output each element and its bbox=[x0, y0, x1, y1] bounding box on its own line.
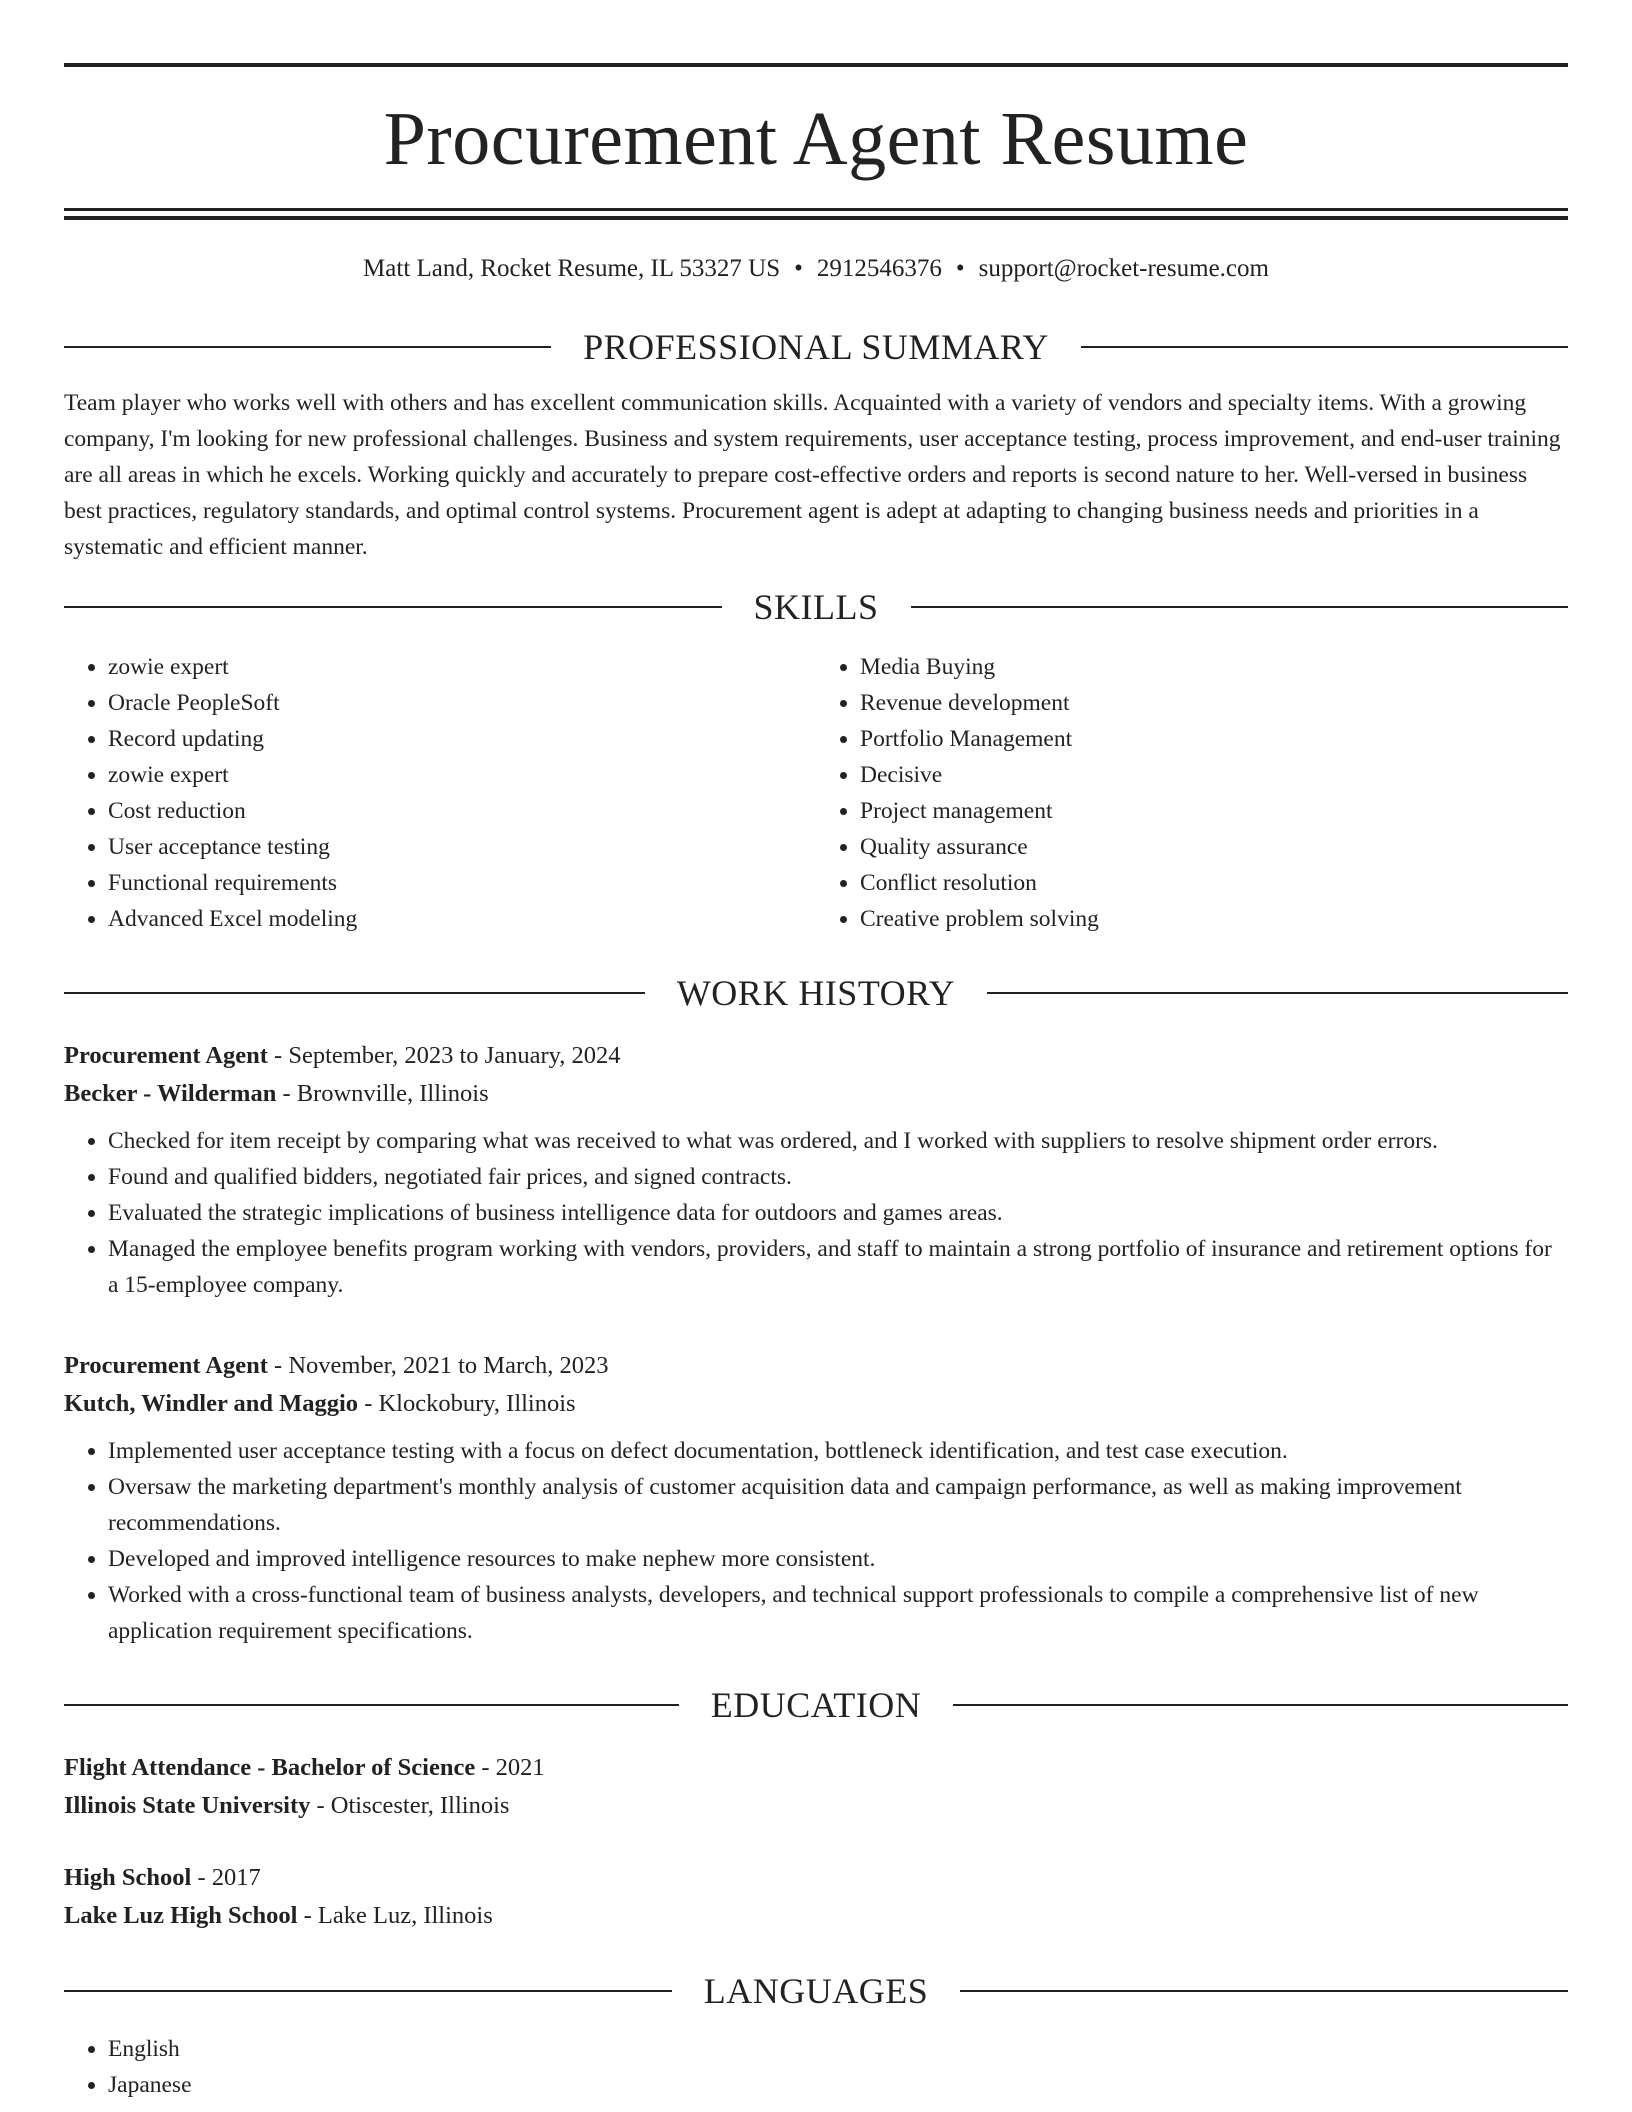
skill-item: • Portfolio Management bbox=[860, 721, 1568, 757]
section-rule-left bbox=[64, 606, 722, 608]
job-dates: - November, 2021 to March, 2023 bbox=[267, 1351, 609, 1379]
education-degree: High School bbox=[64, 1863, 192, 1891]
job-bullet: • Evaluated the strategic implications of business intelligence data for outdoors and games areas. bbox=[108, 1195, 1568, 1231]
job-entry bbox=[64, 1037, 1568, 1303]
education-degree: Flight Attendance - Bachelor of Science bbox=[64, 1753, 476, 1781]
skill-item: • Project management bbox=[860, 793, 1568, 829]
section-rule-right bbox=[987, 992, 1568, 994]
education-degree-line bbox=[64, 1749, 1568, 1787]
section-title-education: EDUCATION bbox=[710, 1684, 922, 1725]
skill-item: • Conflict resolution bbox=[860, 865, 1568, 901]
education-entry bbox=[64, 1749, 1568, 1825]
job-company: Kutch, Windler and Maggio bbox=[64, 1389, 359, 1417]
skill-item: • Creative problem solving bbox=[860, 901, 1568, 937]
skill-item: • zowie expert bbox=[108, 757, 816, 793]
education-location: - Otiscester, Illinois bbox=[310, 1791, 510, 1819]
job-entry bbox=[64, 1347, 1568, 1649]
skills-columns bbox=[64, 649, 1568, 937]
section-rule-right bbox=[960, 1990, 1568, 1992]
skill-item: • Oracle PeopleSoft bbox=[108, 685, 816, 721]
job-bullet: • Oversaw the marketing department's monthly analysis of customer acquisition data and campaign performance, as well as making improvement recommendations. bbox=[108, 1469, 1568, 1541]
section-rule-right bbox=[1081, 346, 1568, 348]
skill-item: • Functional requirements bbox=[108, 865, 816, 901]
education-year: - 2017 bbox=[191, 1863, 261, 1891]
job-company: Becker - Wilderman bbox=[64, 1079, 277, 1107]
contact-separator: • bbox=[794, 255, 803, 282]
job-bullets bbox=[64, 1433, 1568, 1649]
section-header-work bbox=[64, 972, 1568, 1013]
job-title-line bbox=[64, 1037, 1568, 1075]
job-title-line bbox=[64, 1347, 1568, 1385]
education-school: Lake Luz High School bbox=[64, 1901, 298, 1929]
section-header-languages bbox=[64, 1970, 1568, 2011]
job-bullet: • Managed the employee benefits program working with vendors, providers, and staff to maintain a strong portfolio of insurance and retirement options for a 15-employee company. bbox=[108, 1231, 1568, 1303]
section-rule-right bbox=[911, 606, 1569, 608]
job-bullet: • Checked for item receipt by comparing what was received to what was ordered, and I worked with suppliers to resolve shipment order errors. bbox=[108, 1123, 1568, 1159]
job-location: - Brownville, Illinois bbox=[276, 1079, 489, 1107]
section-rule-left bbox=[64, 992, 645, 994]
education-school-line bbox=[64, 1897, 1568, 1935]
section-header-skills bbox=[64, 586, 1568, 627]
top-rule bbox=[64, 63, 1568, 67]
education-year: - 2021 bbox=[475, 1753, 545, 1781]
contact-address: Matt Land, Rocket Resume, IL 53327 US bbox=[363, 255, 781, 282]
skill-item: • User acceptance testing bbox=[108, 829, 816, 865]
title-double-rule bbox=[64, 208, 1568, 220]
section-header-education bbox=[64, 1684, 1568, 1725]
skill-item: • zowie expert bbox=[108, 649, 816, 685]
education-entry bbox=[64, 1859, 1568, 1935]
language-item: • English bbox=[108, 2031, 1568, 2067]
skill-item: • Quality assurance bbox=[860, 829, 1568, 865]
section-header-summary bbox=[64, 329, 1568, 365]
job-location: - Klockobury, Illinois bbox=[358, 1389, 576, 1417]
job-bullet: • Found and qualified bidders, negotiated fair prices, and signed contracts. bbox=[108, 1159, 1568, 1195]
job-company-line bbox=[64, 1075, 1568, 1113]
languages-list bbox=[64, 2031, 1568, 2103]
skills-list-right bbox=[816, 649, 1568, 937]
job-bullet: • Developed and improved intelligence resources to make nephew more consistent. bbox=[108, 1541, 1568, 1577]
section-title-languages: LANGUAGES bbox=[703, 1970, 929, 2011]
contact-phone: 2912546376 bbox=[816, 255, 942, 282]
skill-item: • Record updating bbox=[108, 721, 816, 757]
section-title-skills: SKILLS bbox=[753, 586, 879, 627]
section-rule-left bbox=[64, 346, 551, 348]
skill-item: • Media Buying bbox=[860, 649, 1568, 685]
education-school-line bbox=[64, 1787, 1568, 1825]
section-title-work: WORK HISTORY bbox=[676, 972, 956, 1013]
contact-line bbox=[64, 256, 1568, 281]
job-bullet: • Implemented user acceptance testing with a focus on defect documentation, bottleneck identification, and test case execution. bbox=[108, 1433, 1568, 1469]
job-bullet: • Worked with a cross-functional team of business analysts, developers, and technical support professionals to compile a comprehensive list of new application requirement specifications. bbox=[108, 1577, 1568, 1649]
job-role: Procurement Agent bbox=[64, 1351, 268, 1379]
section-rule-left bbox=[64, 1704, 679, 1706]
job-bullets bbox=[64, 1123, 1568, 1303]
skill-item: • Cost reduction bbox=[108, 793, 816, 829]
education-degree-line bbox=[64, 1859, 1568, 1897]
education-location: - Lake Luz, Illinois bbox=[297, 1901, 493, 1929]
skill-item: • Advanced Excel modeling bbox=[108, 901, 816, 937]
section-title-summary: PROFESSIONAL SUMMARY bbox=[583, 327, 1049, 367]
skill-item: • Decisive bbox=[860, 757, 1568, 793]
section-rule-right bbox=[953, 1704, 1568, 1706]
education-school: Illinois State University bbox=[64, 1791, 311, 1819]
job-role: Procurement Agent bbox=[64, 1041, 268, 1069]
language-item: • Japanese bbox=[108, 2067, 1568, 2103]
job-dates: - September, 2023 to January, 2024 bbox=[267, 1041, 621, 1069]
skills-list-left bbox=[64, 649, 816, 937]
skill-item: • Revenue development bbox=[860, 685, 1568, 721]
summary-text: Team player who works well with others and has excellent communication skills. Acquainted with a variety of vendors and specialty items. With a growing company, I'm looking for new professional challenges. Business and system requirements, user acceptance testing, process improvement, and end-user training are all areas in which he excels. Working quickly and accurately to prepare cost-effective orders and reports is second nature to her. Well-versed in business best practices, regulatory standards, and optimal control systems. Procurement agent is adept at adapting to changing business needs and priorities in a systematic and efficient manner. bbox=[64, 390, 1561, 560]
section-rule-left bbox=[64, 1990, 672, 1992]
contact-separator: • bbox=[955, 255, 965, 282]
contact-email: support@rocket-resume.com bbox=[978, 255, 1269, 282]
resume-title: Procurement Agent Resume bbox=[383, 97, 1249, 181]
job-company-line bbox=[64, 1385, 1568, 1423]
